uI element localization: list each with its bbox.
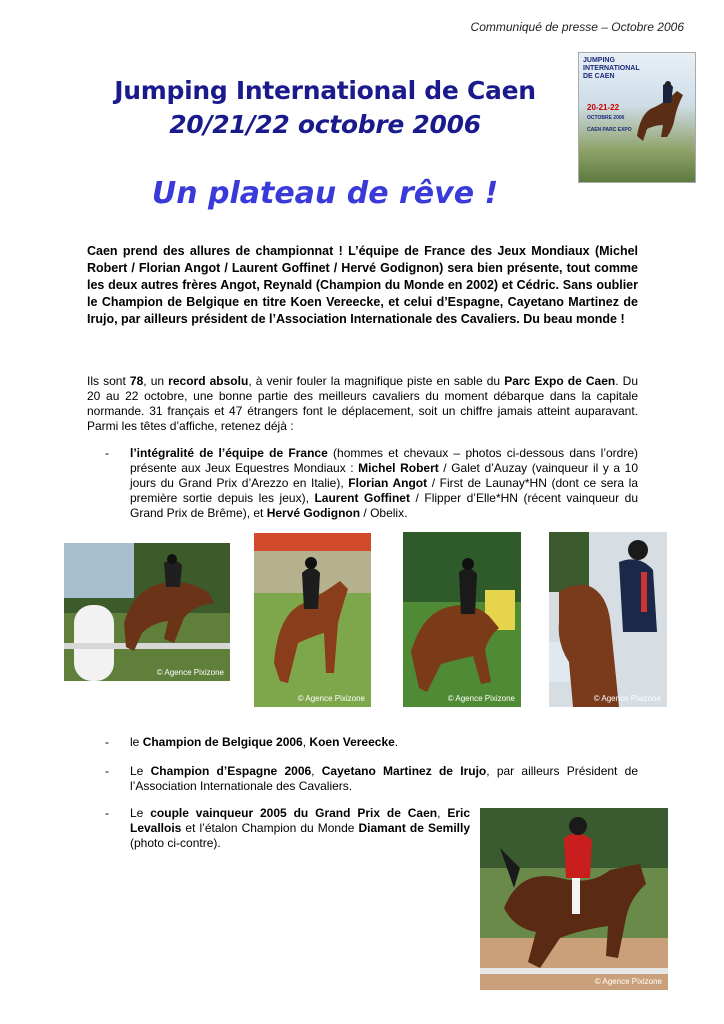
body-paragraph: Ils sont 78, un record absolu, à venir fouler la magnifique piste en sable du Parc Expo de Caen. Du 20 au 22 octobre, une bonne partie des meilleurs cavaliers du moment débarque dans la capitale normande. 31 français et 47 étrangers font le déplacement, soit un chiffre jamais atteint auparavant. Parmi les têtes d’affiche, retenez déjà : <box>87 374 638 433</box>
poster-brand: JUMPING INTERNATIONAL DE CAEN <box>583 57 640 80</box>
photo-michel-robert <box>64 543 230 681</box>
photo-herve-godignon <box>549 532 667 707</box>
list-item-text: Le Champion d’Espagne 2006, Cayetano Martinez de Irujo, par ailleurs Président de l’Association Internationale des Cavaliers. <box>130 764 638 793</box>
list-dash: - <box>105 446 109 460</box>
photo-credit: © Agence Pixizone <box>156 668 224 677</box>
poster-dates: 20-21-22 OCTOBRE 2006 <box>587 103 625 121</box>
list-item-text: Le couple vainqueur 2005 du Grand Prix de Caen, Eric Levallois et l’étalon Champion du Monde Diamant de Semilly (photo ci-contre). <box>130 806 471 850</box>
horse-jump-image <box>627 81 689 151</box>
list-dash: - <box>105 764 109 778</box>
event-title: Jumping International de Caen <box>114 76 536 105</box>
photo-eric-levallois <box>480 808 668 990</box>
event-dates: 20/21/22 octobre 2006 <box>169 110 481 139</box>
poster-venue: CAEN PARC EXPO <box>587 127 632 133</box>
photo-laurent-goffinet <box>403 532 521 707</box>
list-item-text: le Champion de Belgique 2006, Koen Vereecke. <box>130 735 399 749</box>
photo-credit: © Agence Pixizone <box>447 694 515 703</box>
intro-paragraph: Caen prend des allures de championnat ! L’équipe de France des Jeux Mondiaux (Michel Robert / Florian Angot / Laurent Goffinet / Hervé Godignon) sera bien présente, tout comme les deux autres frères Angot, Reynald (Champion du Monde en 2002) et Cédric. Sans oublier le Champion de Belgique en titre Koen Vereecke, et celui d’Espagne, Cayetano Martinez de Irujo, par ailleurs président de l’Association Internationale des Cavaliers. Du beau monde ! <box>87 244 638 326</box>
photo-credit: © Agence Pixizone <box>594 977 662 986</box>
photo-florian-angot <box>254 533 371 707</box>
headline: Un plateau de rêve ! <box>151 176 499 211</box>
press-release-date: Communiqué de presse – Octobre 2006 <box>470 20 684 34</box>
event-poster <box>578 52 696 183</box>
photo-credit: © Agence Pixizone <box>593 694 661 703</box>
list-dash: - <box>105 806 109 820</box>
photo-credit: © Agence Pixizone <box>297 694 365 703</box>
list-dash: - <box>105 735 109 749</box>
list-item-text: l’intégralité de l’équipe de France (hommes et chevaux – photos ci-dessous dans l’ordre) présente aux Jeux Equestres Mondiaux : Michel Robert / Galet d’Auzay (vainqueur il y a 10 jours du Grand Prix d’Arezzo en Italie), Florian Angot / First de Launay*HN (dont ce sera la première sortie depuis les jeux), Laurent Goffinet / Flipper d’Elle*HN (récent vainqueur du Grand Prix de Brême), et Hervé Godignon / Obelix. <box>130 446 639 520</box>
